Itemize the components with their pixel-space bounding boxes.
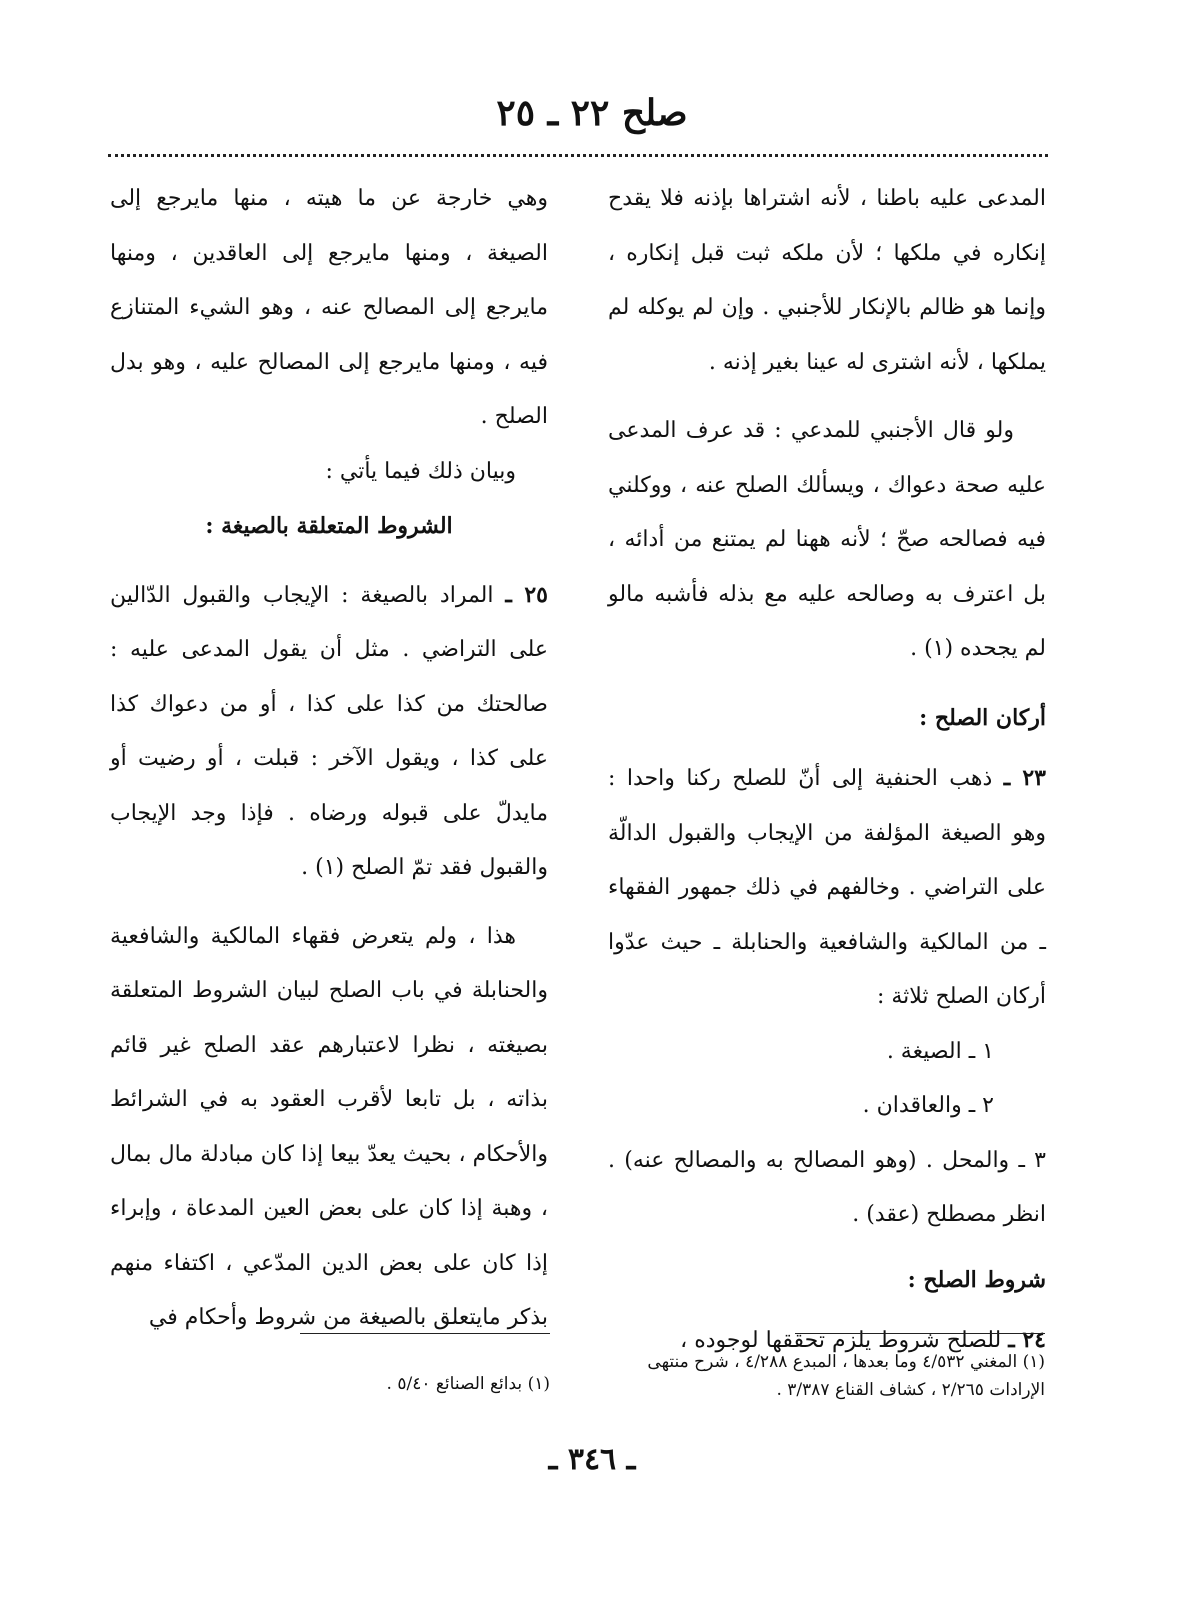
paragraph-text: ذهب الحنفية إلى أنّ للصلح ركنا واحدا : وهو الصيغة المؤلفة من الإيجاب والقبول الدالّة على التراضي . وخالفهم في ذلك جمهور الفقهاء ـ من المالكية والشافعية والحنابلة ـ حيث عدّوا أركان الصلح ثلاثة : — [608, 766, 1046, 1009]
paragraph: المدعى عليه باطنا ، لأنه اشتراها بإذنه فلا يقدح إنكاره في ملكها ؛ لأن ملكه ثبت قبل إنكاره ، وإنما هو ظالم بالإنكار للأجنبي . وإن لم يوكله لم يملكها ، لأنه اشترى له عينا بغير إذنه . — [608, 186, 1046, 375]
right-column — [608, 172, 1046, 1369]
paragraph: وهي خارجة عن ما هيته ، منها مايرجع إلى الصيغة ، ومنها مايرجع إلى العاقدين ، ومنها مايرجع إلى المصالح عنه ، وهو الشيء المتنازع فيه ، ومنها مايرجع إلى المصالح عليه ، وهو بدل الصلح . — [110, 186, 548, 429]
paragraph-text: المراد بالصيغة : الإيجاب والقبول الدّالين على التراضي . مثل أن يقول المدعى عليه : صالحتك من كذا على كذا ، أو من دعواك كذا على كذا ، ويقول الآخر : قبلت ، أو رضيت أو مايدلّ على قبوله ورضاه . فإذا وجد الإيجاب والقبول فقد تمّ الصلح (١) . — [110, 582, 548, 880]
section-heading-shurut: شروط الصلح : — [907, 1266, 1046, 1293]
paragraph-number: ٢٣ ـ — [1003, 765, 1046, 791]
paragraph: ولو قال الأجنبي للمدعي : قد عرف المدعى عليه صحة دعواك ، ويسألك الصلح عنه ، ووكلني فيه فصالحه صحّ ؛ لأنه ههنا لم يمتنع من أدائه ، بل اعترف به وصالحه عليه مع بذله فأشبه مالو لم يجحده (١) . — [608, 418, 1046, 661]
section-heading-sigha: الشروط المتعلقة بالصيغة : — [205, 513, 453, 539]
footnote-rule — [300, 1333, 550, 1334]
paragraph: هذا ، ولم يتعرض فقهاء المالكية والشافعية والحنابلة في باب الصلح لبيان الشروط المتعلقة بصيغته ، نظرا لاعتبارهم عقد الصلح غير قائم بذاته ، بل تابعا لأقرب العقود به في الشرائط والأحكام ، بحيث يعدّ بيعا إذا كان مبادلة مال بمال ، وهبة إذا كان على بعض العين المدعاة ، وإبراء إذا كان على بعض الدين المدّعي ، اكتفاء منهم بذكر مايتعلق بالصيغة من شروط وأحكام في — [110, 923, 548, 1330]
footnote-rule — [795, 1333, 1045, 1334]
paragraph-text: للصلح شروط يلزم تحققها لوجوده ، — [680, 1328, 1002, 1353]
page-header-title: صلح ٢٢ ـ ٢٥ — [496, 92, 688, 134]
left-column — [110, 172, 548, 1346]
list-item: ٢ ـ والعاقدان . — [862, 1093, 994, 1118]
page-number: ـ ٣٤٦ ـ — [548, 1442, 636, 1477]
paragraph-25 — [110, 568, 548, 896]
paragraph: وبيان ذلك فيما يأتي : — [325, 458, 516, 484]
paragraph-number: ٢٥ ـ — [505, 581, 548, 608]
footnote-left: (١) بدائع الصنائع ٥/٤٠ . — [386, 1374, 550, 1394]
section-heading-arkan: أركان الصلح : — [919, 704, 1046, 731]
list-item: ١ ـ الصيغة . — [886, 1038, 994, 1064]
list-item: ٣ ـ والمحل . (وهو المصالح به والمصالح عنه) . انظر مصطلح (عقد) . — [608, 1147, 1046, 1227]
paragraph-number: ٢٤ ـ — [1008, 1327, 1046, 1353]
paragraph-23 — [608, 751, 1046, 1025]
footnote-right: (١) المغني ٤/٥٣٢ وما بعدها ، المبدع ٤/٢٨٨ ، شرح منتهى الإرادات ٢/٢٦٥ ، كشاف القناع ٣/٣٨٧ . — [647, 1352, 1045, 1400]
header-dotted-rule — [108, 154, 1048, 157]
